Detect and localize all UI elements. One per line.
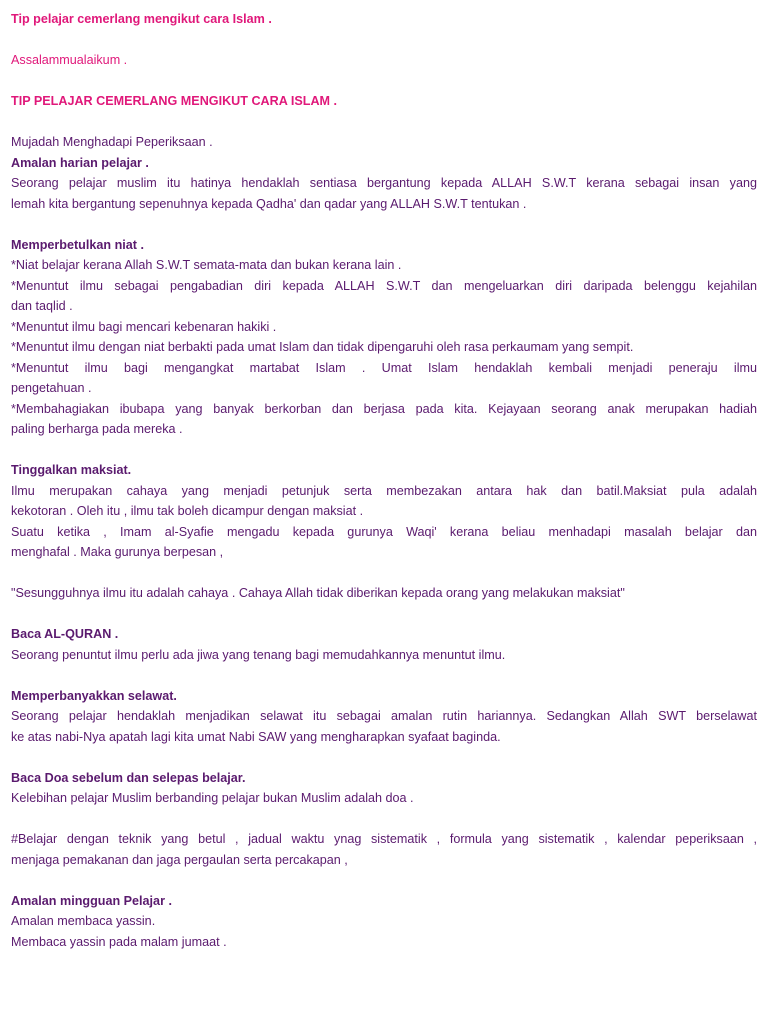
greeting: Assalammualaikum . [11,53,128,67]
spacer [11,440,757,461]
niat-line: paling berharga pada mereka . [11,422,183,436]
spacer [11,809,757,830]
niat-line: pengetahuan . [11,381,92,395]
mingguan-line: Membaca yassin pada malam jumaat . [11,934,227,949]
spacer [11,563,757,584]
spacer [11,71,757,92]
niat-title: Memperbetulkan niat . [11,237,144,252]
spacer [11,30,757,51]
amalan-harian-title: Amalan harian pelajar . [11,155,149,170]
selawat-title: Memperbanyakkan selawat. [11,688,177,703]
niat-line: *Niat belajar kerana Allah S.W.T semata-mata dan bukan kerana lain . [11,258,402,272]
maksiat-line: kekotoran . Oleh itu , ilmu tak boleh dicampur dengan maksiat . [11,504,364,518]
spacer [11,665,757,686]
amalan-harian-line: lemah kita bergantung sepenuhnya kepada Qadha' dan qadar yang ALLAH S.W.T tentukan . [11,196,527,211]
maksiat-line: Ilmu merupakan cahaya yang menjadi petunjuk serta membezakan antara hak dan batil.Maksiat pula adalah [11,483,757,498]
doa-title: Baca Doa sebelum dan selepas belajar. [11,770,246,785]
quran-line: Seorang penuntut ilmu perlu ada jiwa yang tenang bagi memudahkannya menuntut ilmu. [11,647,506,662]
niat-line: *Menuntut ilmu bagi mengangkat martabat Islam . Umat Islam hendaklah kembali menjadi peneraju ilmu [11,360,757,375]
doa-line: Kelebihan pelajar Muslim berbanding pelajar bukan Muslim adalah doa . [11,791,414,805]
maksiat-title: Tinggalkan maksiat. [11,463,132,477]
maksiat-line: Suatu ketika , Imam al-Syafie mengadu kepada gurunya Waqi' kerana beliau menhadapi masalah belajar dan [11,524,757,539]
mingguan-line: Amalan membaca yassin. [11,914,156,928]
maksiat-line: menghafal . Maka gurunya berpesan , [11,545,224,559]
teknik-line: #Belajar dengan teknik yang betul , jadual waktu ynag sistematik , formula yang sistematik , kalendar peperiksaan , [11,832,757,846]
niat-line: *Menuntut ilmu dengan niat berbakti pada umat Islam dan tidak dipengaruhi oleh rasa perkaumam yang sempit. [11,340,634,354]
niat-line: dan taqlid . [11,299,73,313]
spacer [11,214,757,235]
selawat-line: ke atas nabi-Nya apatah lagi kita umat Nabi SAW yang mengharapkan syafaat baginda. [11,729,501,744]
document-page [11,9,757,952]
selawat-line: Seorang pelajar hendaklah menjadikan selawat itu sebagai amalan rutin hariannya. Sedangkan Allah SWT berselawat [11,709,757,723]
teknik-line: menjaga pemakanan dan jaga pergaulan serta percakapan , [11,852,348,867]
mujadah-line: Mujadah Menghadapi Peperiksaan . [11,135,213,149]
spacer [11,870,757,891]
spacer [11,112,757,133]
main-heading: TIP PELAJAR CEMERLANG MENGIKUT CARA ISLAM . [11,94,338,108]
maksiat-quote: "Sesungguhnya ilmu itu adalah cahaya . Cahaya Allah tidak diberikan kepada orang yang melakukan maksiat" [11,586,625,600]
mingguan-title: Amalan mingguan Pelajar . [11,893,172,908]
spacer [11,604,757,625]
spacer [11,747,757,768]
quran-title: Baca AL-QURAN . [11,627,119,641]
niat-line: *Membahagiakan ibubapa yang banyak berkorban dan berjasa pada kita. Kejayaan seorang anak merupakan hadiah [11,401,757,416]
niat-line: *Menuntut ilmu sebagai pengabadian diri kepada ALLAH S.W.T dan mengeluarkan diri daripada belenggu kejahilan [11,278,757,293]
niat-line: *Menuntut ilmu bagi mencari kebenaran hakiki . [11,319,277,334]
amalan-harian-line: Seorang pelajar muslim itu hatinya hendaklah sentiasa bergantung kepada ALLAH S.W.T kerana sebagai insan yang [11,176,757,190]
document-title: Tip pelajar cemerlang mengikut cara Islam . [11,12,272,26]
